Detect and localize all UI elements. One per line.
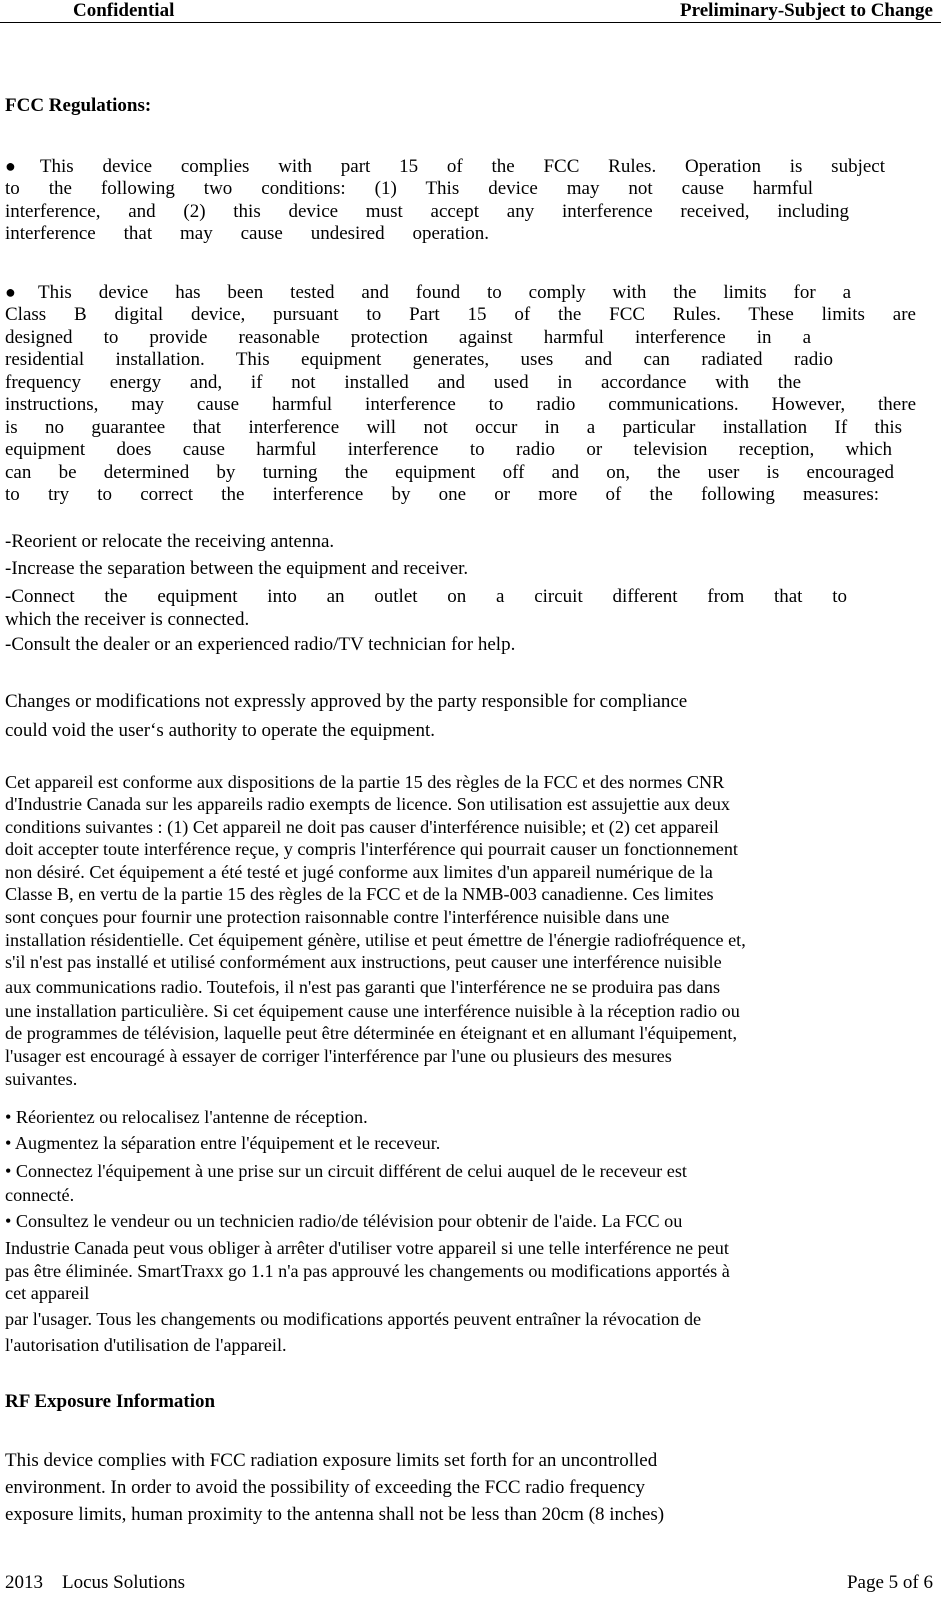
- header-confidential: Confidential: [73, 0, 175, 21]
- french-bullet: pas être éliminée. SmartTraxx go 1.1 n'a pas approuvé les changements ou modifications apportés à: [5, 1260, 730, 1281]
- french-bullet: Industrie Canada peut vous obliger à arrêter d'utiliser votre appareil si une telle interférence ne peut: [5, 1238, 729, 1259]
- french-bullet: connecté.: [5, 1185, 75, 1206]
- fcc-p1-line: ●This device complies with part 15 of the FCC Rules. Operation is subject: [5, 155, 885, 177]
- page-header: [0, 0, 941, 23]
- french-line: Classe B, en vertu de la partie 15 des règles de la FCC et de la NMB-003 canadienne. Ces limites: [5, 884, 714, 905]
- fcc-p1-line: interference, and (2) this device must accept any interference received, including: [5, 200, 849, 222]
- fcc-p1-line: to the following two conditions: (1) This device may not cause harmful: [5, 178, 813, 199]
- french-line: aux communications radio. Toutefois, il n'est pas garanti que l'interférence ne se produira pas dans: [5, 976, 721, 997]
- page-content: [5, 95, 937, 1528]
- french-closing: l'autorisation d'utilisation de l'appareil.: [5, 1335, 287, 1355]
- french-line: de programmes de télévision, laquelle peut être déterminée en éteignant et en allumant l'équipement,: [5, 1023, 738, 1044]
- french-bullet: • Connectez l'équipement à une prise sur un circuit différent de celui auquel de le receveur est: [5, 1161, 687, 1182]
- page-footer: [5, 1572, 933, 1596]
- french-bullet: • Consultez le vendeur ou un technicien radio/de télévision pour obtenir de l'aide. La FCC ou: [5, 1211, 683, 1232]
- french-line: une installation particulière. Si cet équipement cause une interférence nuisible à la réception radio ou: [5, 1000, 740, 1021]
- fcc-p1-line: interference that may cause undesired operation.: [5, 223, 489, 244]
- french-line: sont conçues pour fournir une protection raisonnable contre l'interférence nuisible dans une: [5, 907, 670, 928]
- changes-line: could void the user‘s authority to operate the equipment.: [5, 719, 436, 741]
- bullet-dot-icon: ●: [5, 155, 40, 176]
- rf-line: This device complies with FCC radiation exposure limits set forth for an uncontrolled: [5, 1450, 658, 1472]
- measure-item: which the receiver is connected.: [5, 608, 250, 630]
- french-line: d'Industrie Canada sur les appareils radio exempts de licence. Son utilisation est assujettie aux deux: [5, 794, 731, 815]
- french-bullet: • Réorientez ou relocalisez l'antenne de réception.: [5, 1107, 368, 1128]
- fcc-heading: FCC Regulations:: [5, 95, 152, 116]
- fcc-paragraph-1: [5, 155, 937, 246]
- header-preliminary: Preliminary-Subject to Change: [680, 0, 933, 21]
- fcc-p2-line: designed to provide reasonable protection against harmful interference in a: [5, 326, 811, 348]
- french-line: doit accepter toute interférence reçue, y compris l'interférence qui pourrait causer un fonctionnement: [5, 839, 738, 860]
- french-paragraph: [5, 771, 937, 1091]
- measure-item: -Consult the dealer or an experienced radio/TV technician for help.: [5, 633, 516, 655]
- french-line: suivantes.: [5, 1068, 78, 1089]
- french-line: installation résidentielle. Cet équipement génère, utilise et peut émettre de l'énergie radiofréquence et,: [5, 929, 746, 950]
- footer-page-number: Page 5 of 6: [846, 1572, 933, 1593]
- french-bullet: cet appareil: [5, 1283, 90, 1304]
- measure-item: -Reorient or relocate the receiving antenna.: [5, 530, 335, 552]
- fcc-p2-line: Class B digital device, pursuant to Part 15 of the FCC Rules. These limits are: [5, 304, 916, 325]
- rf-paragraph: [5, 1447, 937, 1528]
- changes-line: Changes or modifications not expressly approved by the party responsible for compliance: [5, 690, 688, 712]
- french-measures: [5, 1104, 937, 1356]
- french-closing: par l'usager. Tous les changements ou modifications apportés peuvent entraîner la révocation de: [5, 1309, 702, 1329]
- rf-line: exposure limits, human proximity to the antenna shall not be less than 20cm (8 inches): [5, 1504, 665, 1526]
- fcc-p2-line: is no guarantee that interference will not occur in a particular installation If this: [5, 416, 902, 438]
- fcc-p2-line: residential installation. This equipment generates, uses and can radiated radio: [5, 349, 833, 370]
- french-line: l'usager est encouragé à essayer de corriger l'interférence par l'une ou plusieurs des mesures: [5, 1046, 672, 1067]
- fcc-measures: [5, 529, 937, 660]
- fcc-p2-line: can be determined by turning the equipment off and on, the user is encouraged: [5, 461, 894, 483]
- french-line: Cet appareil est conforme aux dispositions de la partie 15 des règles de la FCC et des normes CNR: [5, 771, 725, 792]
- french-line: non désiré. Cet équipement a été testé et jugé conforme aux limites d'un appareil numérique de la: [5, 861, 713, 882]
- fcc-p2-line: ●This device has been tested and found to comply with the limits for a: [5, 281, 852, 303]
- fcc-p2-line: equipment does cause harmful interference to radio or television reception, which: [5, 439, 892, 460]
- footer-company: 2013 Locus Solutions: [5, 1572, 185, 1593]
- rf-line: environment. In order to avoid the possibility of exceeding the FCC radio frequency: [5, 1477, 646, 1499]
- rf-heading: RF Exposure Information: [5, 1390, 216, 1412]
- fcc-p2-line: frequency energy and, if not installed and used in accordance with the: [5, 371, 801, 393]
- fcc-paragraph-2: [5, 281, 937, 507]
- french-line: conditions suivantes : (1) Cet appareil ne doit pas causer d'interférence nuisible; et (2) cet appareil: [5, 816, 719, 837]
- fcc-p2-line: to try to correct the interference by one or more of the following measures:: [5, 484, 879, 505]
- fcc-changes: [5, 688, 937, 745]
- french-bullet: • Augmentez la séparation entre l'équipement et le receveur.: [5, 1133, 441, 1154]
- measure-item: -Connect the equipment into an outlet on a circuit different from that to: [5, 585, 847, 607]
- bullet-dot-icon: ●: [5, 281, 39, 302]
- fcc-p2-line: instructions, may cause harmful interference to radio communications. However, there: [5, 394, 916, 415]
- french-line: s'il n'est pas installé et utilisé conformément aux instructions, peut causer une interférence nuisible: [5, 952, 722, 973]
- measure-item: -Increase the separation between the equipment and receiver.: [5, 557, 469, 579]
